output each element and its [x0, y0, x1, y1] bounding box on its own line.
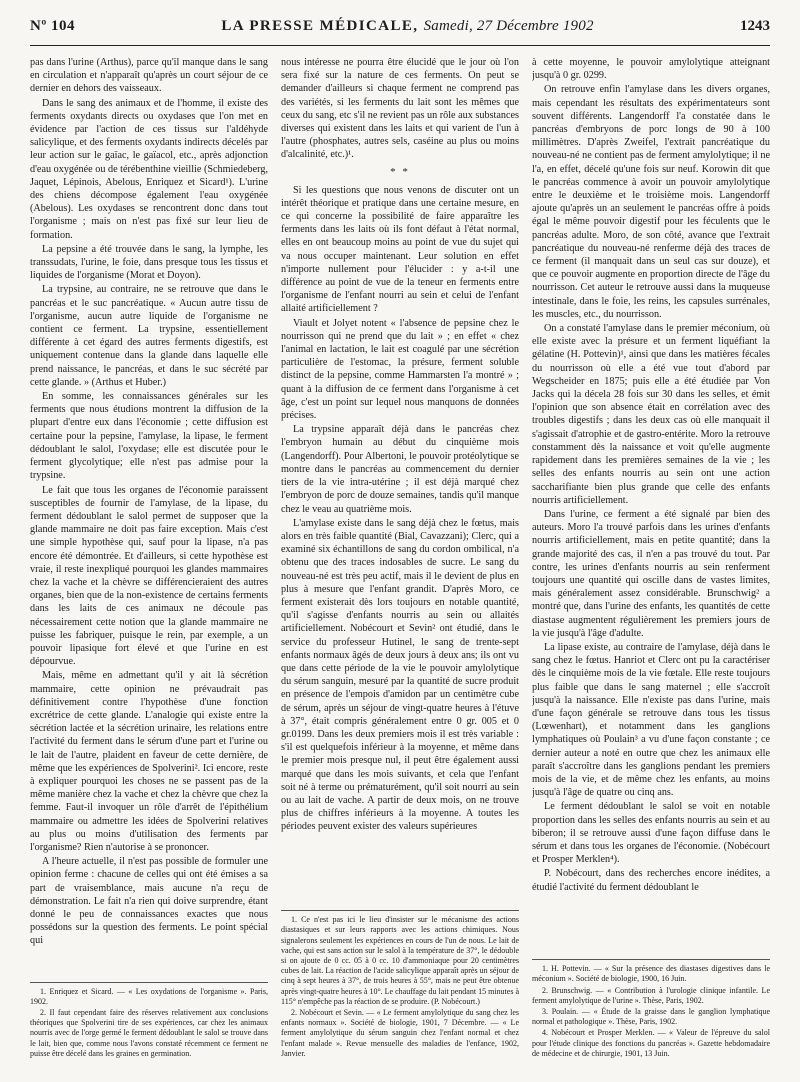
paragraph: On a constaté l'amylase dans le premier méconium, où elle existe avec la présure et un ferment liquéfiant la gélatine (H. Pottevin)¹, ainsi que dans les matières fécales du nourrisson où elle a été vue tout d'abord par Wegscheider en 1875; puis elle a été étudiée par Von Jacks qui la décela 28 fois sur 30 dans les selles, et émit l'opinion que son absence était en corrélation avec des troubles digestifs ; dans les deux cas où elle manquait il s'agissait d'atrophie et de gastro-entérite. Moro la retrouve constamment dès la naissance et voit qu'elle augmente rapidement dans les premières semaines de la vie ; les selles des enfants nourris au sein ont une action saccharifiante bien plus grande que celle des enfants nourris artificiellement. [532, 323, 770, 506]
journal-title-line [221, 18, 593, 35]
paragraph: La trypsine, au contraire, ne se retrouve que dans le pancréas et le suc pancréatique. « Aucun autre tissu de l'organisme, aucun autre liquide de l'organisme ne contient ce ferment. La trypsine, essentiellement différente à cet égard des autres ferments digestifs, est uniquement contenue dans la glande dans laquelle elle prend naissance, le pancréas, et dans le suc sécrété par cette glande. » (Arthus et Huber.) [30, 284, 268, 388]
paragraph: Dans l'urine, ce ferment a été signalé par bien des auteurs. Moro l'a trouvé parfois dans les urines d'enfants nourris artificiellement, mais en petite quantité; dans la grande majorité des cas, il n'en a pas trouvé du tout. Par contre, les urines d'enfants nourris au sein renferment toujours une quantité qui oscille dans de vastes limites, mais généralement assez considérable. Brunschwig² a montré que, dans l'urine des enfants, les quantités de cette diastase augmentent régulièrement les premiers jours de la vie jusqu'à l'âge d'adulte. [532, 508, 770, 639]
paragraph: Le ferment dédoublant le salol se voit en notable proportion dans les selles des enfants nourris au sein et au biberon; il se retrouve aussi d'une façon diffuse dans le sérum et dans tous les organes de l'économie. (Nobécourt et Prosper Merklen⁴). [532, 801, 770, 866]
column-2-footnotes [281, 910, 519, 1060]
footnote: 1. Enriquez et Sicard. — « Les oxydations de l'organisme ». Paris, 1902. [30, 986, 268, 1006]
paragraph: En somme, les connaissances générales sur les ferments que nous étudions montrent la diffusion de la plupart d'entre eux dans l'économie ; cette diffusion est certaine pour la pepsine, l'amylase, la lipase, le ferment dédoublant le salol, l'oxydase; elle est discutée pour le ferment glycolytique; elle n'est pas admise pour la trypsine. [30, 391, 268, 482]
paragraph: Dans le sang des animaux et de l'homme, il existe des ferments oxydants directs ou oxydases que l'on met en évidence par l'action de ces tissus sur l'aldéhyde salicylique, et des ferments oxydants indirects décelés par leur action sur le gaïac, le gaïacol, etc., après adjonction d'eau oxygénée ou de térébenthine vieillie (Schmiedeberg, Jaquet, Lépinois, Abelous, Enriquez et Sicard¹). L'urine des chiens décompose également l'eau oxygénée (Abelous). Les oxydases se rencontrent donc dans tout l'organisme ; mais on n'est pas fixé sur leur lieu de formation. [30, 97, 268, 241]
column-1 [30, 56, 268, 1066]
paragraph: pas dans l'urine (Arthus), parce qu'il manque dans le sang en circulation et n'apparaît qu'après un court séjour de ce dernier en dehors des vaisseaux. [30, 57, 268, 95]
paragraph: La trypsine apparaît déjà dans le pancréas chez l'embryon humain au début du cinquième mois (Langendorff). Pour Albertoni, le pouvoir protéolytique se montre dans le pancréas au commencement du dernier tiers de la vie intra-utérine ; il est déjà marqué chez l'embryon de porc de douze semaines, tandis qu'il manque chez le veau au quatrième mois. [281, 424, 519, 515]
paragraph: P. Nobécourt, dans des recherches encore inédites, a étudié l'activité du ferment dédoublant le [532, 868, 770, 893]
footnote: 2. Brunschwig. — « Contribution à l'urologie clinique infantile. Le ferment amylolytique de l'urine ». Thèse, Paris, 1902. [532, 985, 770, 1005]
column-3-body [532, 56, 770, 895]
issue-date: Samedi, 27 Décembre 1902 [423, 18, 594, 34]
paragraph: A l'heure actuelle, il n'est pas possible de formuler une opinion ferme : chacune de celles qui ont été émises a sa part de vraisemblance, mais aucune n'a reçu de démonstration. Le fait n'a rien qui doive surprendre, étant donné le peu de connaissances exactes que nous possédons sur la question des ferments. Le point spécial qui [30, 856, 268, 947]
footnote: 1. H. Pottevin. — « Sur la présence des diastases digestives dans le méconium ». Société de biologie, 1900, 16 Juin. [532, 964, 770, 984]
paragraph: L'amylase existe dans le sang déjà chez le fœtus, mais alors en très faible quantité (Bial, Cavazzani); Clerc, qui a examiné six échantillons de sang du cordon ombilical, n'a obtenu que des traces indosables de sucre. Le sang du nouveau-né est très peu actif, mais il le devient de plus en plus à mesure que l'enfant grandit. D'après Moro, ce ferment existerait dès lors toujours en notable quantité, qu'il s'agisse d'enfants nourris au sein ou allaités artificiellement. Nobécourt et Sevin² ont étudié, dans le service du professeur Hutinel, le sang de trente-sept enfants normaux âgés de deux jours à deux ans; ils ont vu que dans cette période de la vie le pouvoir amylolytique du sérum sanguin, mesuré par la quantité de sucre produit en présence de l'empois d'amidon par un centimètre cube de sérum, après un séjour de vingt-quatre heures à l'étuve à 37°, était compris généralement entre 0 gr. 005 et 0 gr.0199. Dans les deux premiers mois il est très variable : s'il est quelquefois inférieur à la moyenne, et même dans le premier mois presque nul, il peut être également aussi marqué que dans les mois suivants, et cela que l'enfant soit né à terme ou prématurément, qu'il soit nourri au sein ou au lait de vache. A partir de deux mois, on ne trouve plus de chiffres inférieurs à la moyenne. A toutes les périodes peuvent exister des valeurs supérieures [281, 517, 519, 833]
footnote: 2. Nobécourt et Sevin. — « Le ferment amylolytique du sang chez les enfants normaux ». Société de biologie, 1901, 7 Décembre. — « Le ferment amylolytique du sérum sanguin chez l'enfant normal et chez l'enfant malade ». Revue mensuelle des maladies de l'enfance, 1902, Janvier. [281, 1007, 519, 1058]
asterism-glyphs: * * [390, 165, 410, 178]
paragraph: La lipase existe, au contraire de l'amylase, déjà dans le sang chez le fœtus. Hanriot et Clerc ont pu la caractériser dès le cinquième mois de la vie fœtale. Elle reste toujours plus faible que dans le sang maternel ; elle s'accroît jusqu'à la naissance. Elle n'existe pas dans l'urine, mais d'une façon générale se retrouve dans tous les tissus (Lœwenhart), et notamment dans les ganglions lymphatiques où Poulain³ a vu d'une façon constante ; ce dernier auteur a noté en outre que chez les animaux elle paraît s'accroître dans les ganglions pendant les premiers mois de la vie, et de même chez les enfants, au moins jusqu'à l'âge de quatre ou cinq ans. [532, 641, 770, 799]
journal-title: LA PRESSE MÉDICALE, [221, 18, 419, 34]
footnote: 4. Nobécourt et Prosper Merklen. — « Valeur de l'épreuve du salol pour l'étude clinique des fonctions du pancréas ». Gazette hebdomadaire de médecine et de chirurgie, 1901, 13 Juin. [532, 1028, 770, 1058]
column-3 [532, 56, 770, 1066]
column-2-body [281, 56, 519, 835]
paragraph: La pepsine a été trouvée dans le sang, la lymphe, les transsudats, l'urine, le foie, dans presque tous les tissus et liquides de l'organisme (Morat et Doyon). [30, 243, 268, 282]
footnote: 1. Ce n'est pas ici le lieu d'insister sur le mécanisme des actions diastasiques et sur leurs rapports avec les actions chimiques. Nous signalerons seulement les expériences en cours de l'un de nous. Le lait de vache, qui est sans action sur le salol à la température de 37°, le dédouble si on ajoute de 0 cc. 05 à 0 cc. 10 d'ammoniaque pour 20 centimètres cubes de lait. La réaction de l'acide salicylique apparaît après un séjour de cinq à sept heures à 37°, de trois heures à 55°, mais ne peut être obtenue après vingt-quatre heures à 10°. Le chauffage du lait pendant 15 minutes à 115° n'empêche pas la réaction de se produire. (P. Nobécourt.) [281, 915, 519, 1006]
text-columns [30, 56, 770, 1066]
column-1-footnotes [30, 982, 268, 1060]
section-separator-asterism [281, 165, 519, 178]
paragraph: nous intéresse ne pourra être élucidé que le jour où l'on sera fixé sur la nature de ces ferments. On peut se demander d'ailleurs si chaque ferment ne comprend pas des variétés, si les ferments du lait sont les mêmes que ceux du sang, etc s'il ne revient pas un rôle aux substances diverses qui existent dans les laits et qui varient de l'un à l'autre (phosphates, autres sels, caséine au plus ou moins d'alcalinité, etc.)¹. [281, 57, 519, 161]
paragraph: Viault et Jolyet notent « l'absence de pepsine chez le nourrisson qui ne prend que du lait » ; en effet « chez l'animal en lactation, le lait est coagulé par une sécrétion particulière de l'estomac, la présure, ferment soluble distinct de la pepsine, comme Hammarsten l'a montré » ; quant à la diffusion de ce ferment dans l'organisme à cet âge, c'est un point sur lequel nous manquons de données précises. [281, 317, 519, 422]
column-3-footnotes [532, 959, 770, 1060]
footnote: 2. Il faut cependant faire des réserves relativement aux conclusions théoriques que Spolverini tire de ses expériences, car chez les animaux nourris avec de l'orge germé le ferment dédoublant le salol se trouve dans le lait, bien que, comme nous l'avons constaté récemment ce ferment ne puisse être décelé dans les graines en germination. [30, 1007, 268, 1058]
column-2 [281, 56, 519, 1066]
footnote: 3. Poulain. — « Étude de la graisse dans le ganglion lymphatique normal et pathologique ». Thèse, Paris, 1902. [532, 1006, 770, 1027]
paragraph: Le fait que tous les organes de l'économie paraissent susceptibles de fournir de l'amylase, de la lipase, du ferment dédoublant le salol permet de supposer que la glande mammaire ne doit pas faire exception. Mais c'est une simple hypothèse qui, sauf pour la lipase, n'a pas encore été démontrée. Et d'ailleurs, si cette hypothèse est vraie, il reste inexpliqué pourquoi les glandes mammaires chez la vache et la chèvre se différencieraient des autres organes, bien que de la non-existence de certains ferments dans les laits de ces animaux ne découle pas nécessairement cette notion que la glande mammaire ne puisse les fabriquer, puisque le rein, par exemple, a un pouvoir lipasique fort élevé et que l'urine en est dépourvue. [30, 484, 268, 668]
page-number: 1243 [740, 18, 770, 34]
paragraph: Mais, même en admettant qu'il y ait là sécrétion mammaire, cette opinion ne prévaudrait pas définitivement contre l'hypothèse d'une fonction excrétrice de cette glande. L'analogie qui existe entre la sécrétion lactée et la sécrétion urinaire, les relations entre l'activité du ferment dans le sérum d'une part et l'urine ou le lait de l'autre, plaident en faveur de cette dernière, de même que les expériences de Spolverini². Ici encore, reste à expliquer pourquoi les choses ne se passent pas de la même manière chez la vache et chez la chèvre que chez la femme. Faut-il invoquer un rôle d'arrêt de l'épithélium mammaire ou admettre les idées de Spolverini relatives au plus ou moins d'utilisation des ferments par l'organisme? Rien n'autorise à se prononcer. [30, 670, 268, 853]
paragraph: à cette moyenne, le pouvoir amylolytique atteignant jusqu'à 0 gr. 0299. [532, 57, 770, 82]
masthead [30, 18, 770, 46]
issue-number: Nº 104 [30, 18, 76, 34]
paragraph: Si les questions que nous venons de discuter ont un intérêt théorique et pratique dans une certaine mesure, en ce qui concerne la possibilité de faire apparaître les ferments dans les laits où ils font défaut à l'état normal, elles en ont beaucoup moins au point de vue du sujet qui va nous occuper maintenant. Leur solution en effet n'importe nullement pour l'élucider : y a-t-il une différence au point de vue de la teneur en ferments entre l'organisme de l'enfant nourri au sein et celui de l'enfant allaité artificiellement ? [281, 184, 519, 315]
column-1-body [30, 56, 268, 949]
paragraph: On retrouve enfin l'amylase dans les divers organes, mais cependant les résultats des expérimentateurs sont souvent différents. Langendorff l'a constatée dans le pancréas d'embryons de porc longs de 90 à 100 millimètres. D'après Zweifel, l'extrait pancréatique du nouveau-né ne contient pas de ferment amylolytique; il ne l'a, en effet, décelé qu'une fois sur neuf. Korowin dit que le pancréas commence à avoir un pouvoir amylolytique entre le deuxième et le troisième mois. Langendorff ajoute qu'après un an seulement le pancréas offre à poids égal le même pouvoir digestif pour les féculents que le pancréas adulte. Moro, de son côté, avance que l'extrait pancréatique du nouveau-né renferme déjà des traces de ce ferment (il manquait dans un seul cas sur douze), et que ce pouvoir augmente en proportion directe de l'âge du nourrisson. Cet auteur le retrouve aussi dans la muqueuse intestinale, dans le foie, les reins, les capsules surrénales, les muscles, etc., du nourrisson. [532, 84, 770, 320]
